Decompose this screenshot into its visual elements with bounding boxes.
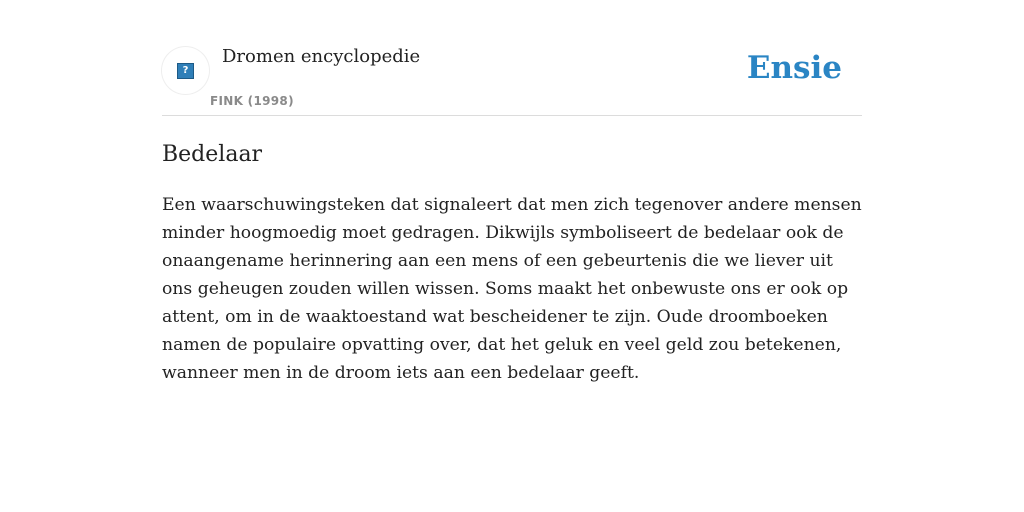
entry-header	[162, 40, 862, 116]
ensie-logo-link[interactable]: Ensie	[746, 50, 842, 86]
question-icon: ?	[177, 63, 194, 79]
entry-card	[162, 40, 862, 387]
entry-body-text: Een waarschuwingsteken dat signaleert dat men zich tegenover andere mensen minder hoogmoedig moet gedragen. Dikwijls symboliseert de bedelaar ook de onaangename herinnering aan een mens of een gebeurtenis die we liever uit ons geheugen zouden willen wissen. Soms maakt het onbewuste ons er ook op attent, om in de waaktoestand wat bescheidener te zijn. Oude droomboeken namen de populaire opvatting over, dat het geluk en veel geld zou betekenen, wanneer men in de droom iets aan een bedelaar geeft.	[162, 195, 862, 383]
entry-title: Bedelaar	[162, 142, 263, 167]
source-title-link[interactable]: Dromen encyclopedie	[222, 46, 421, 67]
source-book-icon[interactable]	[162, 47, 209, 94]
source-author: FINK (1998)	[210, 94, 294, 108]
